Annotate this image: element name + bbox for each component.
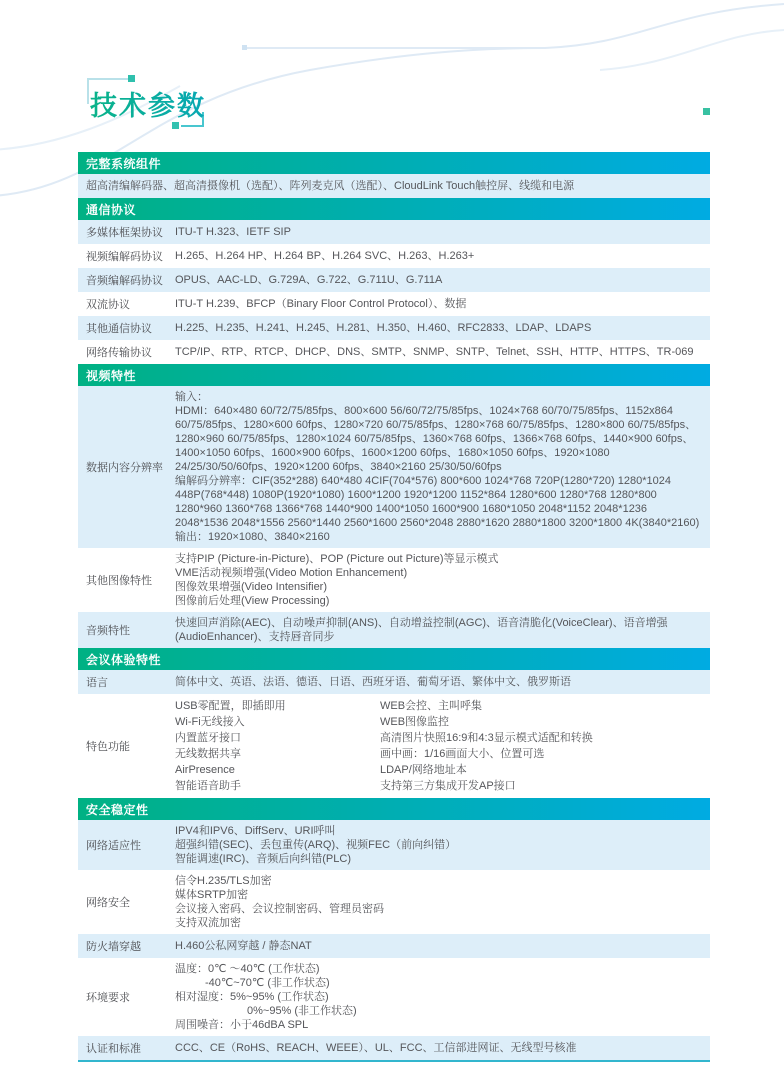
section-header: 视频特性 (78, 364, 710, 386)
row-value (175, 958, 710, 1036)
value-line: VME活动视频增强(Video Motion Enhancement) (175, 567, 408, 579)
row-label: 音频特性 (86, 625, 130, 637)
section-header: 会议体验特性 (78, 648, 710, 670)
value-line: 画中画：1/16画面大小、位置可选 (380, 748, 545, 760)
table-row (78, 1036, 710, 1060)
feature-columns (175, 698, 702, 794)
value-line: 输入： (175, 391, 208, 403)
value-line: 信令H.235/TLS加密 (175, 875, 272, 887)
feature-column (175, 698, 380, 794)
value-line: 简体中文、英语、法语、德语、日语、西班牙语、葡萄牙语、繁体中文、俄罗斯语 (175, 676, 571, 688)
row-value (175, 386, 710, 548)
value-line: TCP/IP、RTP、RTCP、DHCP、DNS、SMTP、SNMP、SNTP、Telnet、SSH、HTTP、HTTPS、TR-069 (175, 346, 694, 358)
table-row (78, 340, 710, 364)
row-label: 防火墙穿越 (86, 941, 141, 953)
value-line: 智能调速(IRC)、音频后向纠错(PLC) (175, 853, 351, 865)
section-header: 安全稳定性 (78, 798, 710, 820)
row-value (175, 244, 710, 268)
feature-column (380, 698, 702, 794)
row-label: 其他图像特性 (86, 575, 152, 587)
row-value (175, 340, 710, 364)
row-value (175, 820, 710, 870)
row-label: 网络传输协议 (86, 347, 152, 359)
row-value (175, 268, 710, 292)
value-line: 图像效果增强(Video Intensifier) (175, 581, 328, 593)
row-label: 音频编解码协议 (86, 275, 163, 287)
value-line: H.225、H.235、H.241、H.245、H.281、H.350、H.460、RFC2833、LDAP、LDAPS (175, 322, 592, 334)
value-line: 周围噪音：小于46dBA SPL (175, 1019, 309, 1031)
row-value (175, 1036, 710, 1060)
rule-square-icon (703, 108, 710, 115)
table-row (78, 934, 710, 958)
value-line: ITU-T H.323、IETF SIP (175, 226, 291, 238)
value-line: LDAP/网络地址本 (380, 764, 467, 776)
value-line: 0%~95% (非工作状态) (247, 1005, 357, 1017)
value-line: 无线数据共享 (175, 748, 241, 760)
table-row (78, 958, 710, 1036)
row-label: 其他通信协议 (86, 323, 152, 335)
row-label: 视频编解码协议 (86, 251, 163, 263)
value-line: 输出：1920×1080、3840×2160 (175, 531, 330, 543)
bracket-square-icon (128, 75, 135, 82)
value-line: IPV4和IPV6、DiffServ、URI呼叫 (175, 825, 336, 837)
value-line: Wi-Fi无线接入 (175, 716, 245, 728)
table-row (78, 220, 710, 244)
row-label: 网络安全 (86, 897, 130, 909)
value-line: 编解码分辨率：CIF(352*288) 640*480 4CIF(704*576) 800*600 1024*768 720P(1280*720) 1280*1024 448P(768*448) 1080P(1920*1080) 1600*1200 1920*1200 1152*864 1280*600 1280*768 1280*800 1280*960 1360*768 1366*768 1440*900 1400*1050 1600*900 1680*1050 2048*1152 2048*1236 2048*1536 2048*1556 2560*1440 2560*1600 2560*2048 2880*1620 2880*1800 3200*1800 4K(3840*2160) (175, 475, 700, 529)
table-row (78, 292, 710, 316)
bracket-square-icon (172, 122, 179, 129)
value-line: H.265、H.264 HP、H.264 BP、H.264 SVC、H.263、H.263+ (175, 250, 475, 262)
value-line: 会议接入密码、会议控制密码、管理员密码 (175, 903, 384, 915)
value-line: -40℃~70℃ (非工作状态) (205, 977, 330, 989)
spec-table (78, 152, 710, 1062)
page-title: 技术参数 (90, 84, 206, 123)
row-value (175, 934, 710, 958)
value-line: ITU-T H.239、BFCP（Binary Floor Control Protocol）、数据 (175, 298, 467, 310)
table-row (78, 870, 710, 934)
row-value (175, 316, 710, 340)
row-value (175, 694, 710, 798)
value-line: 超强纠错(SEC)、丢包重传(ARQ)、视频FEC（前向纠错） (175, 839, 457, 851)
row-label: 环境要求 (86, 992, 130, 1004)
table-row (78, 548, 710, 612)
value-line: 内置蓝牙接口 (175, 732, 241, 744)
value-line: H.460公私网穿越 / 静态NAT (175, 940, 312, 952)
row-label: 多媒体框架协议 (86, 227, 163, 239)
table-row (78, 316, 710, 340)
row-value (175, 612, 710, 648)
value-line: 智能语音助手 (175, 780, 241, 792)
value-line: WEB图像监控 (380, 716, 450, 728)
table-row (78, 174, 710, 198)
value-line: 支持双流加密 (175, 917, 241, 929)
table-row (78, 820, 710, 870)
row-label: 数据内容分辨率 (86, 462, 163, 474)
value-line: USB零配置，即插即用 (175, 700, 286, 712)
value-line: CCC、CE（RoHS、REACH、WEEE）、UL、FCC、工信部进网证、无线型号核准 (175, 1042, 577, 1054)
value-line: 支持第三方集成开发AP接口 (380, 780, 516, 792)
row-label: 双流协议 (86, 299, 130, 311)
value-line: 相对湿度：5%~95% (工作状态) (175, 991, 329, 1003)
row-label: 语言 (86, 677, 108, 689)
value-line: OPUS、AAC-LD、G.729A、G.722、G.711U、G.711A (175, 274, 443, 286)
row-label: 特色功能 (86, 741, 130, 753)
table-row (78, 244, 710, 268)
table-row (78, 694, 710, 798)
row-value (175, 870, 710, 934)
table-row (78, 670, 710, 694)
table-row (78, 386, 710, 548)
section-header: 完整系统组件 (78, 152, 710, 174)
value-line: WEB会控、主叫呼集 (380, 700, 483, 712)
row-value (78, 174, 710, 198)
value-line: 支持PIP (Picture-in-Picture)、POP (Picture out Picture)等显示模式 (175, 553, 499, 565)
table-row (78, 268, 710, 292)
value-line: 超高清编解码器、超高清摄像机（选配）、阵列麦克风（选配）、CloudLink Touch触控屏、线缆和电源 (86, 180, 575, 192)
value-line: 图像前后处理(View Processing) (175, 595, 330, 607)
value-line: 温度：0℃ ～40℃ (工作状态) (175, 963, 320, 975)
row-label: 认证和标准 (86, 1043, 141, 1055)
section-header: 通信协议 (78, 198, 710, 220)
value-line: 快速回声消除(AEC)、自动噪声抑制(ANS)、自动增益控制(AGC)、语音清脆化(VoiceClear)、语音增强 (AudioEnhancer)、支持唇音同步 (175, 617, 668, 643)
row-value (175, 292, 710, 316)
table-row (78, 612, 710, 648)
title-rule (203, 108, 710, 115)
row-value (175, 548, 710, 612)
value-line: 媒体SRTP加密 (175, 889, 249, 901)
value-line: AirPresence (175, 764, 235, 776)
value-line: 高清图片快照16:9和4:3显示模式适配和转换 (380, 732, 593, 744)
row-value (175, 670, 710, 694)
value-line: HDMI：640×480 60/72/75/85fps、800×600 56/60/72/75/85fps、1024×768 60/70/75/85fps、1152x864 60/75/85fps、1280×600 60fps、1280×720 60/75/85fps、1280×768 60/75/85fps、1280×800 60/75/85fps、1280×960 60/75/85fps、1280×1024 60/75/85fps、1360×768 60fps、1366×768 60fps、1440×900 60fps、1400×1050 60fps、1600×900 60fps、1600×1200 60fps、1680×1050 60fps、1920×1080 24/25/30/50/60fps、1920×1200 60fps、3840×2160 25/30/50/60fps (175, 405, 697, 473)
row-label: 网络适应性 (86, 840, 141, 852)
curve-endpoint-dot (242, 45, 247, 50)
row-value (175, 220, 710, 244)
